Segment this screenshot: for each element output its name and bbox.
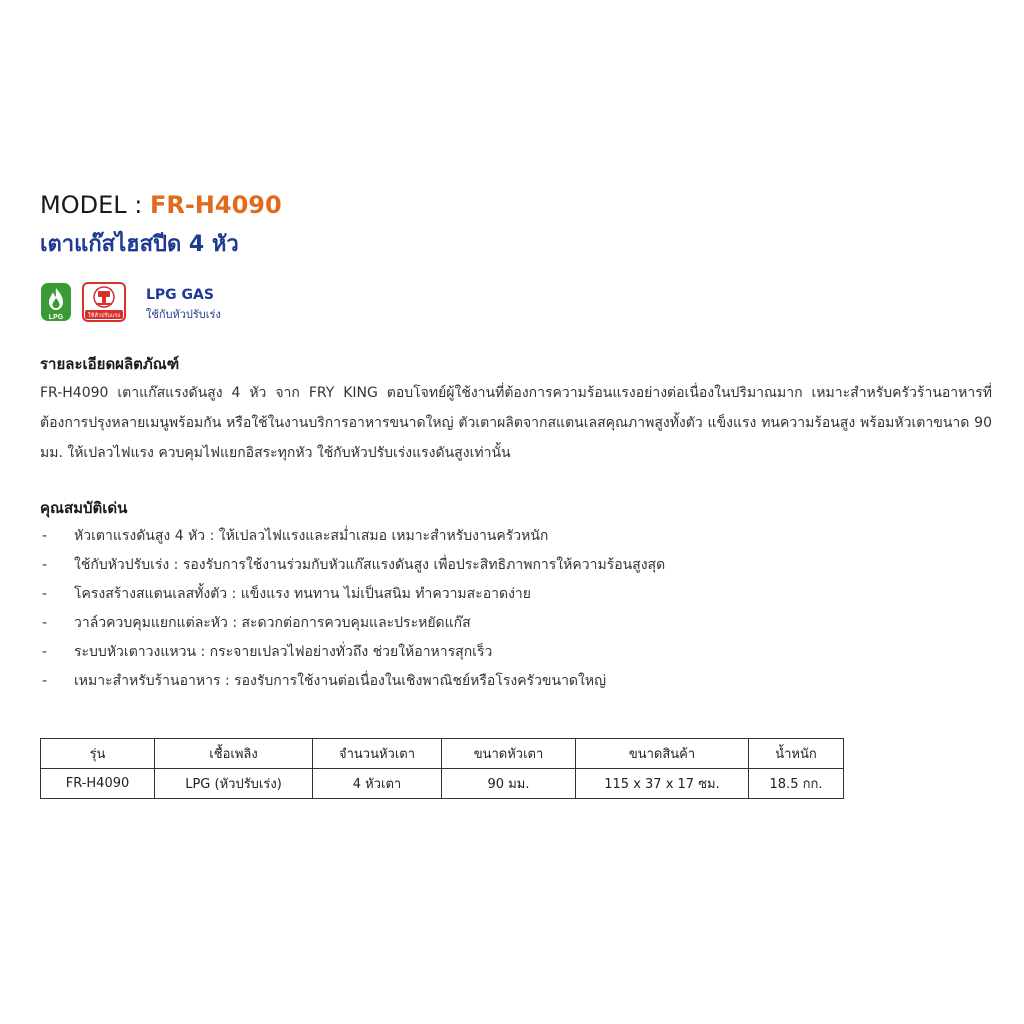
- details-text: FR-H4090 เตาแก๊สแรงดันสูง 4 หัว จาก FRY KING ตอบโจทย์ผู้ใช้งานที่ต้องการความร้อนแรงอย่างต่อเนื่องในปริมาณมาก เหมาะสำหรับครัวร้านอาหารที่ต้องการปรุงหลายเมนูพร้อมกัน หรือใช้ในงานบริการอาหารขนาดใหญ่ ตัวเตาผลิตจากสแตนเลสคุณภาพสูงทั้งตัว แข็งแรง ทนความร้อนสูง พร้อมหัวเตาขนาด 90 มม. ให้เปลวไฟแรง ควบคุมไฟแยกอิสระทุกหัว ใช้กับหัวปรับเร่งแรงดันสูงเท่านั้น: [40, 385, 992, 461]
- spec-weight: 18.5 กก.: [749, 769, 844, 799]
- spec-header-row: [41, 739, 844, 769]
- feature-item: - เหมาะสำหรับร้านอาหาร : รองรับการใช้งานต่อเนื่องในเชิงพาณิชย์หรือโรงครัวขนาดใหญ่: [40, 667, 980, 696]
- spec-header-burners: จำนวนหัวเตา: [313, 739, 442, 769]
- spec-header-fuel: เชื้อเพลิง: [155, 739, 313, 769]
- feature-item: - ใช้กับหัวปรับเร่ง : รองรับการใช้งานร่วมกับหัวแก๊สแรงดันสูง เพื่อประสิทธิภาพการให้ความร้อนสูงสุด: [40, 551, 980, 580]
- spec-burner-size: 90 มม.: [442, 769, 576, 799]
- spec-header-weight: น้ำหนัก: [749, 739, 844, 769]
- spec-header-dimensions: ขนาดสินค้า: [576, 739, 749, 769]
- features-heading: คุณสมบัติเด่น: [40, 499, 128, 517]
- spec-model: FR-H4090: [41, 769, 155, 799]
- regulator-badge-text: ใช้หัวปรับแรง: [87, 313, 121, 319]
- lpg-flame-icon: [40, 282, 72, 322]
- feature-item: - หัวเตาแรงดันสูง 4 หัว : ให้เปลวไฟแรงและสม่ำเสมอ เหมาะสำหรับงานครัวหนัก: [40, 522, 980, 551]
- spec-dimensions: 115 x 37 x 17 ซม.: [576, 769, 749, 799]
- regulator-cert-icon: [82, 282, 126, 322]
- product-title: เตาแก๊สไฮสปีด 4 หัว: [40, 232, 239, 257]
- feature-item: - โครงสร้างสแตนเลสทั้งตัว : แข็งแรง ทนทาน ไม่เป็นสนิม ทำความสะอาดง่าย: [40, 580, 980, 609]
- features-list: [40, 522, 980, 696]
- spec-header-model: รุ่น: [41, 739, 155, 769]
- spec-table: [40, 738, 844, 799]
- spec-fuel: LPG (หัวปรับเร่ง): [155, 769, 313, 799]
- spec-row: [41, 769, 844, 799]
- spec-burners: 4 หัวเตา: [313, 769, 442, 799]
- details-heading: รายละเอียดผลิตภัณฑ์: [40, 355, 180, 373]
- model-code: FR-H4090: [149, 191, 282, 219]
- spec-header-burner-size: ขนาดหัวเตา: [442, 739, 576, 769]
- lpg-badge-text: LPG: [48, 314, 64, 321]
- gas-type-label: LPG GAS: [146, 287, 214, 303]
- model-label: MODEL :: [40, 191, 143, 219]
- feature-item: - วาล์วควบคุมแยกแต่ละหัว : สะดวกต่อการควบคุมและประหยัดแก๊ส: [40, 609, 980, 638]
- model-line: [40, 190, 282, 220]
- gas-type-note: ใช้กับหัวปรับเร่ง: [146, 308, 221, 321]
- feature-item: - ระบบหัวเตาวงแหวน : กระจายเปลวไฟอย่างทั่วถึง ช่วยให้อาหารสุกเร็ว: [40, 638, 980, 667]
